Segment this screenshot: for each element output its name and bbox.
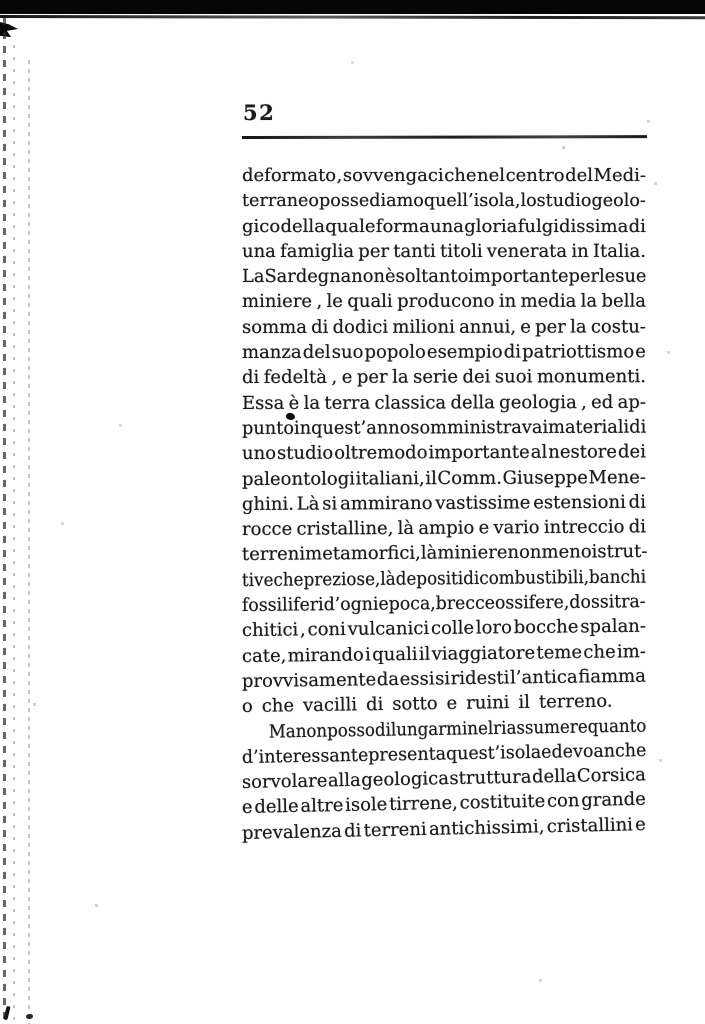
word: là [380,568,396,590]
word: colle [430,617,475,640]
word: la [392,366,409,389]
word: im- [616,640,647,663]
word: suo [331,341,364,363]
word: Medi- [593,165,646,186]
word: ap- [617,391,646,413]
word: somministrava [410,416,543,439]
word: chitici [241,619,299,642]
text-block [242,163,646,846]
word: cristalline, [296,518,394,540]
word: Giuseppe [502,466,588,489]
word: il [418,643,431,665]
word: devo [551,740,594,763]
text-line [242,163,646,188]
word: epoca, [378,593,436,615]
word: quali [347,291,393,313]
word: quale [325,215,376,237]
word: somma [241,316,307,338]
word: e [478,517,490,539]
word: forma [375,215,430,237]
word: gico [241,215,281,237]
word: ammirano [340,492,433,515]
word: dei [462,366,491,388]
word: di [241,367,260,389]
page-number: 52 [243,100,276,125]
word: geologica [361,768,450,791]
word: presenta [368,743,447,766]
text-line [242,390,646,416]
word: che [583,641,616,663]
word: Italia. [592,240,646,262]
word: una [241,240,276,262]
word: le [326,291,343,313]
word: centro [505,165,565,186]
word: riassumere [493,716,588,739]
word: Corsica [576,764,647,787]
word: altre [300,795,344,818]
word: terreni [363,818,427,842]
word: là [420,542,438,565]
word: per [568,265,600,287]
word: combustibili, [479,566,590,589]
header-rule [242,135,647,138]
word: antichissimi, [428,816,545,840]
scan-top-bar [0,0,705,14]
word: per [356,367,388,389]
text-line [242,465,646,492]
word: miniere [437,542,508,564]
word: in [293,417,312,439]
word: importante [428,442,530,464]
word: famiglia [280,240,355,262]
word: classica [374,392,447,414]
word: oltremodo [334,442,428,464]
word: si [322,493,338,515]
word: punto [241,417,295,439]
word: da [376,668,400,691]
word: dilungarmi [374,717,468,741]
word: sovvengaci [342,165,444,186]
word: al [530,441,548,464]
word: di [628,491,646,513]
word: di [463,567,480,589]
word: struttura [449,766,532,790]
text-line [241,415,647,442]
text-line [242,239,646,264]
word: la [580,291,598,313]
text-line [242,514,646,542]
word: quali [372,643,418,666]
word: di [311,316,329,338]
word: viaggiatore [431,642,536,665]
word: , [316,291,323,313]
word: isole [344,794,388,817]
word: italiani, [355,467,425,490]
word: istrut- [591,541,648,563]
scan-top-bar-echo [0,15,705,19]
word: in [571,240,589,262]
word: delle [254,796,299,819]
word: fiamma [578,665,647,688]
word: ampio [418,517,475,539]
word: paleontologi [241,468,356,490]
word: media [520,291,577,313]
word: spalan- [580,615,647,638]
word: terreni [241,543,306,566]
word: geolo- [591,190,646,212]
word: della [280,215,325,237]
word: i [364,644,371,666]
word: una [429,215,464,237]
word: milioni [392,316,455,338]
word: la [570,316,587,338]
word: la [303,392,321,414]
word: ed [591,391,614,413]
word: ghini. [241,493,294,515]
word: , [299,619,306,641]
scan-speckles [0,0,1,1]
word: che [444,165,477,186]
word: provvisamente [241,669,377,692]
word: nel [467,717,494,739]
word: preziose, [303,568,381,591]
word: costu- [590,316,646,338]
word: e [635,341,646,363]
word: che [273,569,304,591]
word: di [628,516,647,538]
word: manza [241,341,302,364]
word: tra- [614,591,646,613]
word: terra [324,392,371,414]
word: là [397,518,415,540]
word: materiali [548,416,630,438]
text-line [242,314,646,340]
word: studio [276,442,334,465]
text-line [242,364,646,390]
word: serie [413,366,459,388]
word: nel [477,165,506,186]
word: La [241,266,265,288]
word: essi [399,668,435,690]
word: quest’anno [311,417,411,439]
word: d’ogni [323,593,379,616]
word: meno [541,541,592,564]
word: ridesti [450,667,510,690]
word: teme [536,641,583,664]
word: dei [617,441,646,463]
word: gloria [464,215,518,237]
binding-artifact-line [28,60,30,1024]
word: Essa [241,392,285,414]
word: sorvolare [241,770,328,794]
text-line: o che vacilli di sotto e ruini il terreno. [241,690,613,718]
word: vastissime [435,492,531,514]
word: l’antica [509,666,578,689]
word: d’interessante [241,744,369,768]
text-line [242,214,646,239]
word: il [425,467,437,489]
word: anche [593,739,647,762]
word: banchi [588,566,647,588]
word: mirando [287,644,364,667]
word: titoli [440,240,483,262]
scan-corner-blot [0,21,18,40]
word: quell’isola, [423,190,521,212]
word: non [351,266,386,288]
word: prevalenza [241,820,343,844]
word: coni [307,619,346,641]
word: non [295,720,328,742]
word: vulcanici [347,618,430,641]
word: Ma [268,720,296,743]
word: di [343,820,362,842]
word: lo [520,190,537,212]
word: tive [241,569,274,591]
word: dossi [569,591,615,613]
word: estensioni [533,491,626,514]
word: uno [241,443,277,465]
word: quest’isola [445,741,542,765]
word: i [542,416,549,438]
text-line [242,339,646,365]
word: del [565,165,594,186]
word: costituite [459,791,546,814]
word: miniere [241,291,313,313]
word: alla [327,769,362,792]
word: soltanto [395,266,469,288]
word: loro [475,617,513,639]
text-line [241,264,647,290]
word: rocce [241,518,293,541]
word: quanto [587,715,647,738]
word: della [450,391,495,414]
word: Sardegna [264,266,352,288]
word: importante [468,265,569,288]
text-line [241,565,647,594]
word: dodici [332,316,389,338]
word: per [535,316,566,338]
text-line [241,188,646,213]
word: e [520,316,531,338]
word: del [302,341,331,363]
word: tanti [393,240,436,262]
word: popolo [364,341,426,363]
word: terraneo [241,190,320,212]
text-line [242,440,646,467]
word: cristallini [546,814,634,837]
text-line [242,539,646,567]
word: fedeltà [263,367,328,389]
word: ossifere, [494,591,570,614]
word: fossiliferi [241,594,324,617]
scan-bottom-mark [3,1006,10,1021]
word: Là [296,493,320,515]
word: suoi [494,366,533,388]
word: di [628,215,646,237]
word: esempio [426,341,503,363]
word: vario [493,517,540,539]
word: e [541,741,552,763]
word: venerata [486,240,568,262]
word: grande [581,789,647,812]
word: per [358,240,390,262]
word: possediamo [319,190,424,212]
word: si [434,668,451,690]
scan-bottom-mark [26,1014,33,1019]
word: fulgidissima [517,215,629,237]
word: posso [327,719,376,742]
word: geologia [499,391,577,413]
word: deformato [242,165,337,186]
word: intreccio [543,516,625,539]
word: in [498,291,517,313]
word: con [546,790,580,813]
word: annui, [459,316,517,338]
word: patriottismo [522,341,635,363]
word: di [629,416,647,438]
word: è [384,266,396,288]
word: e [241,797,253,819]
word: è [288,392,300,414]
binding-artifact-line [13,45,15,1024]
word: bella [601,291,646,313]
word: studio [536,190,592,212]
word: sue [615,265,647,287]
word: Mene- [588,466,646,488]
binding-artifact-line [3,18,6,1024]
text-line [242,289,646,315]
word: metamorfici, [305,543,421,565]
word: nestore [548,441,618,463]
word: monumenti. [536,366,646,388]
word: bocche [513,616,579,639]
word: brecce [435,592,496,615]
word: producono [397,291,495,313]
word: depositi [395,567,464,590]
word: le [599,265,616,287]
word: non [507,542,542,564]
text-line [242,490,646,518]
word: , [336,165,343,186]
word: e [341,367,353,389]
word: cate, [241,645,287,667]
word: , [581,391,587,413]
word: della [531,765,577,788]
word: tirrene, [388,792,459,816]
word: , [331,367,338,389]
word: di [503,341,522,363]
word: e [634,813,647,836]
word: Comm. [437,467,502,489]
